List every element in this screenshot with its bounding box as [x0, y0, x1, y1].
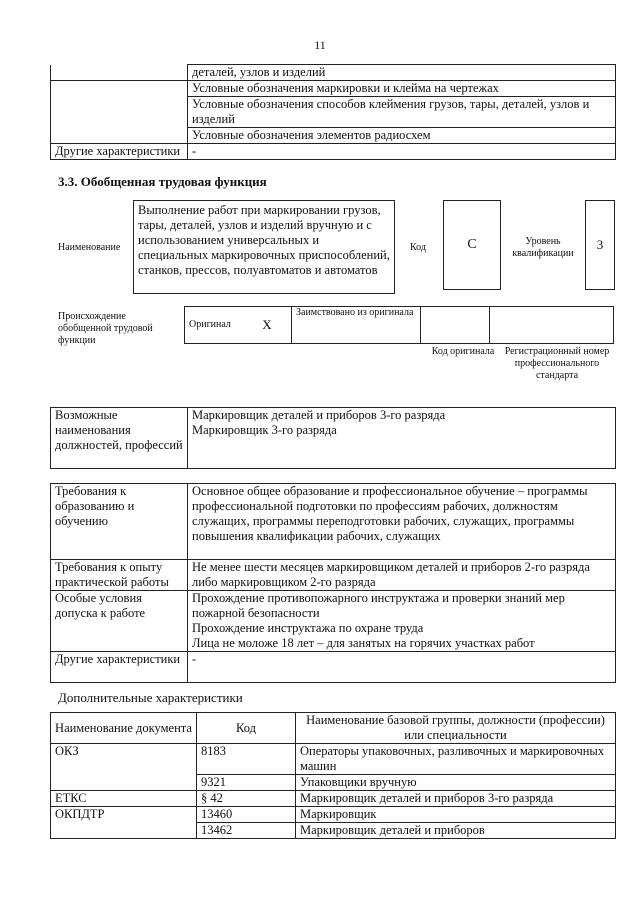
cond-line: Прохождение противопожарного инструктажа и проверки знаний мер пожарной безопасности: [192, 591, 565, 620]
requirements-table: [50, 483, 616, 683]
origin-label: Происхождение обобщенной трудовой функции: [58, 311, 153, 346]
function-code: C: [443, 200, 501, 290]
reg-number-label: Регистрационный номер профессионального стандарта: [504, 346, 610, 381]
origin-borrowed: Заимствовано из оригинала: [292, 307, 421, 344]
top-row: Условные обозначения способов клеймения грузов, тары, деталей, узлов и изделий: [188, 97, 616, 128]
cond-line: Лица не моложе 18 лет – для занятых на горячих участках работ: [192, 636, 535, 650]
other-value: -: [188, 144, 616, 160]
origin-mark: X: [243, 307, 292, 344]
positions-label: Возможные наименования должностей, профессий: [51, 408, 188, 469]
origin-table: [184, 306, 614, 344]
extra-code: § 42: [197, 791, 296, 807]
name-label: Наименование: [58, 242, 121, 253]
extra-title: Дополнительные характеристики: [58, 690, 243, 705]
cond-label: Особые условия допуска к работе: [51, 591, 188, 652]
position-line: Маркировщик деталей и приборов 3-го разряда: [192, 408, 446, 422]
level-label: Уровень квалификации: [512, 236, 574, 259]
edu-value: Основное общее образование и профессиональное обучение – программы профессиональной подготовки по профессиям рабочих, должностям служащих, программы переподготовки рабочих, служащих, программы повышения квалификации рабочих, служащих: [188, 484, 616, 560]
other-label: Другие характеристики: [51, 144, 188, 160]
section-title: 3.3. Обобщенная трудовая функция: [58, 174, 267, 189]
extra-name: Маркировщик: [296, 807, 616, 823]
extra-code: 9321: [197, 775, 296, 791]
code-original-label: Код оригинала: [431, 346, 495, 357]
exp-value: Не менее шести месяцев маркировщиком деталей и приборов 2-го разряда либо маркировщиком 2-го разряда: [188, 560, 616, 591]
extra-name: Упаковщики вручную: [296, 775, 616, 791]
extra-doc: ЕТКС: [51, 791, 197, 807]
code-label: Код: [410, 242, 426, 253]
extra-name: Маркировщик деталей и приборов 3-го разряда: [296, 791, 616, 807]
extra-name: Операторы упаковочных, разливочных и маркировочных машин: [296, 744, 616, 775]
page-number: 11: [314, 38, 326, 52]
extra-table: [50, 712, 616, 839]
positions-table: [50, 407, 616, 469]
req-other-label: Другие характеристики: [51, 652, 188, 683]
extra-doc: ОКПДТР: [51, 807, 197, 823]
function-name: Выполнение работ при маркировании грузов, тары, деталей, узлов и изделий вручную и с использованием универсальных и специальных маркировочных приспособлений, станков, прессов, полуавтоматов и автоматов: [133, 200, 395, 294]
origin-original: Оригинал: [185, 307, 244, 344]
extra-code: 8183: [197, 744, 296, 775]
extra-doc: [51, 775, 197, 791]
extra-name: Маркировщик деталей и приборов: [296, 823, 616, 839]
extra-header: Код: [197, 713, 296, 744]
top-row: деталей, узлов и изделий: [188, 65, 616, 81]
extra-code: 13462: [197, 823, 296, 839]
top-table: [50, 64, 616, 160]
edu-label: Требования к образованию и обучению: [51, 484, 188, 560]
extra-code: 13460: [197, 807, 296, 823]
top-row: Условные обозначения маркировки и клейма на чертежах: [188, 81, 616, 97]
exp-label: Требования к опыту практической работы: [51, 560, 188, 591]
level-value: 3: [585, 200, 615, 290]
extra-header: Наименование документа: [51, 713, 197, 744]
extra-header: Наименование базовой группы, должности (профессии) или специальности: [296, 713, 616, 744]
position-line: Маркировщик 3-го разряда: [192, 423, 337, 437]
top-row: Условные обозначения элементов радиосхем: [188, 128, 616, 144]
cond-line: Прохождение инструктажа по охране труда: [192, 621, 424, 635]
req-other-value: -: [188, 652, 616, 683]
extra-doc: [51, 823, 197, 839]
extra-doc: ОКЗ: [51, 744, 197, 775]
